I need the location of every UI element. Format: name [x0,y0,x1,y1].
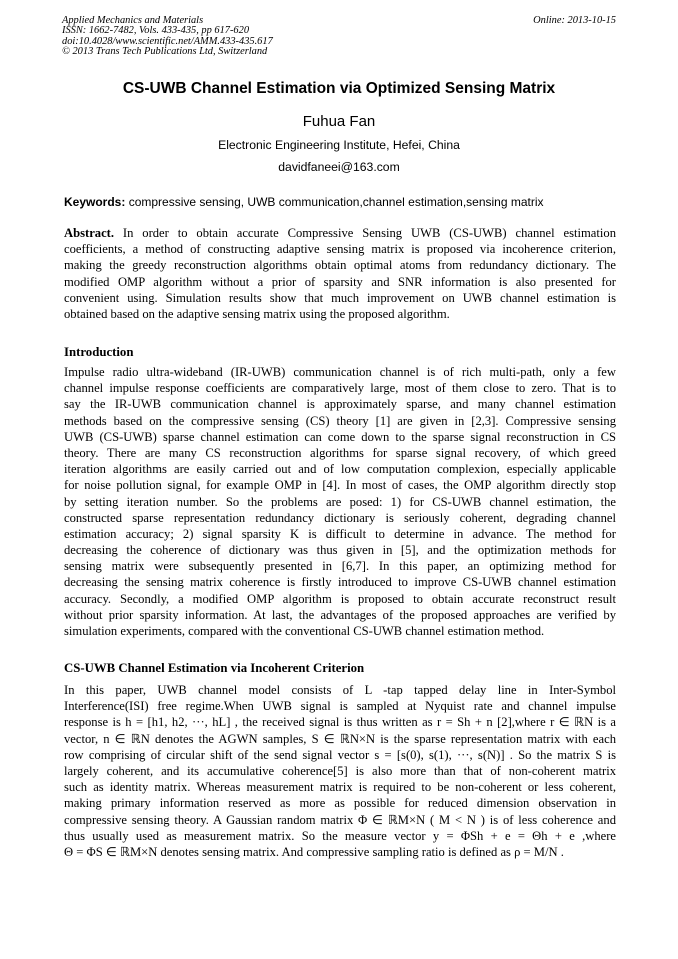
intro-line: say the IR-UWB communication channel is approximately sparse, and many channel estimation [64,397,616,412]
abstract-line: obtained based on the adaptive sensing matrix using the proposed algorithm. [64,306,450,321]
section2-body [64,682,616,860]
section2-line: compressive sensing theory. A Gaussian random matrix Φ ∈ ℝM×N ( M < N ) is of less coherence and [64,812,616,827]
issn-line: ISSN: 1662-7482, Vols. 433-435, pp 617-620 [62,25,250,37]
intro-line: by setting iteration number. So the problems are posed: 1) for CS-UWB channel estimation, the [64,494,616,509]
intro-line: simulation experiments, compared with the conventional CS-UWB channel estimation method. [64,624,545,638]
intro-line: iteration algorithms are easily carried out and of low computation complexion, especially applicable [64,462,616,477]
section2-line: vector, n ∈ ℝN denotes the AGWN samples, S ∈ ℝN×N is the sparse representation matrix with each [64,731,616,746]
section2-line: In this paper, UWB channel model consists of L -tap tapped delay line in Inter-Symbol [64,683,616,697]
section2-line: Interference(ISI) free regime.When UWB signal is sampled at Nyquist rate and channel impulse [64,699,616,714]
intro-line: without prior sparsity information. At last, the advantages of the proposed approaches are verified by [64,607,616,622]
intro-line: theory. There are many CS reconstruction algorithms for sparse signal recovery, of which greed [64,445,616,460]
intro-line: sensing matrix were subsequently presented in [6,7]. In this paper, an optimizing method for [64,559,616,574]
section2-line: row comprising of circular shift of the send signal vector s = [s(0), s(1), ···, s(N)] . So the matrix S is [64,747,616,762]
intro-line: Impulse radio ultra-wideband (IR-UWB) communication channel is of rich multi-path, only a few [64,365,616,379]
author-affiliation: Electronic Engineering Institute, Hefei, China [218,138,460,152]
introduction-heading: Introduction [64,345,134,359]
keywords-text: compressive sensing, UWB communication,channel estimation,sensing matrix [125,195,544,209]
section2-heading: CS-UWB Channel Estimation via Incoherent Criterion [64,661,365,675]
abstract [64,225,616,322]
intro-line: accuracy. Secondly, a modified OMP algorithm is proposed to obtain accurate reconstruct result [64,591,616,606]
abstract-line: coefficients, a method of constructing adaptive sensing matrix is proposed via incoherence criterion, [64,242,616,257]
abstract-line: convenient using. Simulation results show that much improvement on UWB channel estimation is [64,290,616,305]
intro-line: channel impulse response coefficients are comparatively large, most of them close to zero. That is to [64,381,616,396]
journal-header [62,16,616,58]
intro-line: estimation accuracy; 2) signal sparsity K is difficult to determine in advance. The method for [64,526,616,541]
introduction-body [64,364,616,639]
section2-line: largely coherent, and its accumulative coherence[5] is also more than that of non-coherent matrix [64,763,616,778]
section2-line: thus usually used as measurement matrix. So the measure vector y = ΦSh + e = Θh + e ,where [64,828,616,843]
paper-title: CS-UWB Channel Estimation via Optimized Sensing Matrix [122,80,556,97]
doi-line: doi:10.4028/www.scientific.net/AMM.433-435.617 [62,35,273,47]
online-date: Online: 2013-10-15 [533,15,616,26]
keywords-label: Keywords: [64,195,126,209]
intro-line: decreasing the coherence of dictionary was thus given in [5], and the optimization methods for [64,543,616,558]
abstract-line: making the greedy reconstruction algorithms obtain optimal atoms from redundancy dictionary. The [64,258,616,273]
section2-line: such as identity matrix. Whereas measurement matrix is required to be non-coherent or less coherent, [64,780,616,795]
intro-line: constructed sparse representation redundancy dictionary is seriously coherent, degrading channel [64,510,616,525]
keywords [64,195,616,209]
intro-line: for noise pollution signal, for example OMP in [4]. In most of cases, the OMP algorithm directly stop [64,478,616,493]
section2-line: Θ = ΦS ∈ ℝM×N denotes sensing matrix. And compressive sampling ratio is defined as ρ = M/N . [64,844,564,859]
author-name: Fuhua Fan [302,113,376,130]
author-email: davidfaneei@163.com [278,160,400,174]
intro-line: methods based on the compressive sensing (CS) theory [1] are given in [2,3]. Compressive sensing [64,413,616,428]
abstract-line: modified OMP algorithm without a prior of sparsity and SNR information is also presented for [64,274,616,289]
journal-name: Applied Mechanics and Materials [62,15,204,26]
abstract-label: Abstract. [64,226,115,240]
section2-line: making primary information reserved as more as possible for reduced dimension observation in [64,796,616,811]
intro-line: decreasing the sensing matrix coherence is firstly introduced to improve CS-UWB channel estimation [64,575,616,590]
section2-line: response is h = [h1, h2, ···, hL] , the received signal is thus written as r = Sh + n [2],where r ∈ ℝN is a [64,715,616,730]
intro-line: UWB (CS-UWB) sparse channel estimation can come down to the sparse signal reconstruction in CS [64,429,616,444]
copyright-line: © 2013 Trans Tech Publications Ltd, Switzerland [62,46,268,58]
abstract-line: Abstract. In order to obtain accurate Compressive Sensing UWB (CS-UWB) channel estimation [64,226,616,240]
